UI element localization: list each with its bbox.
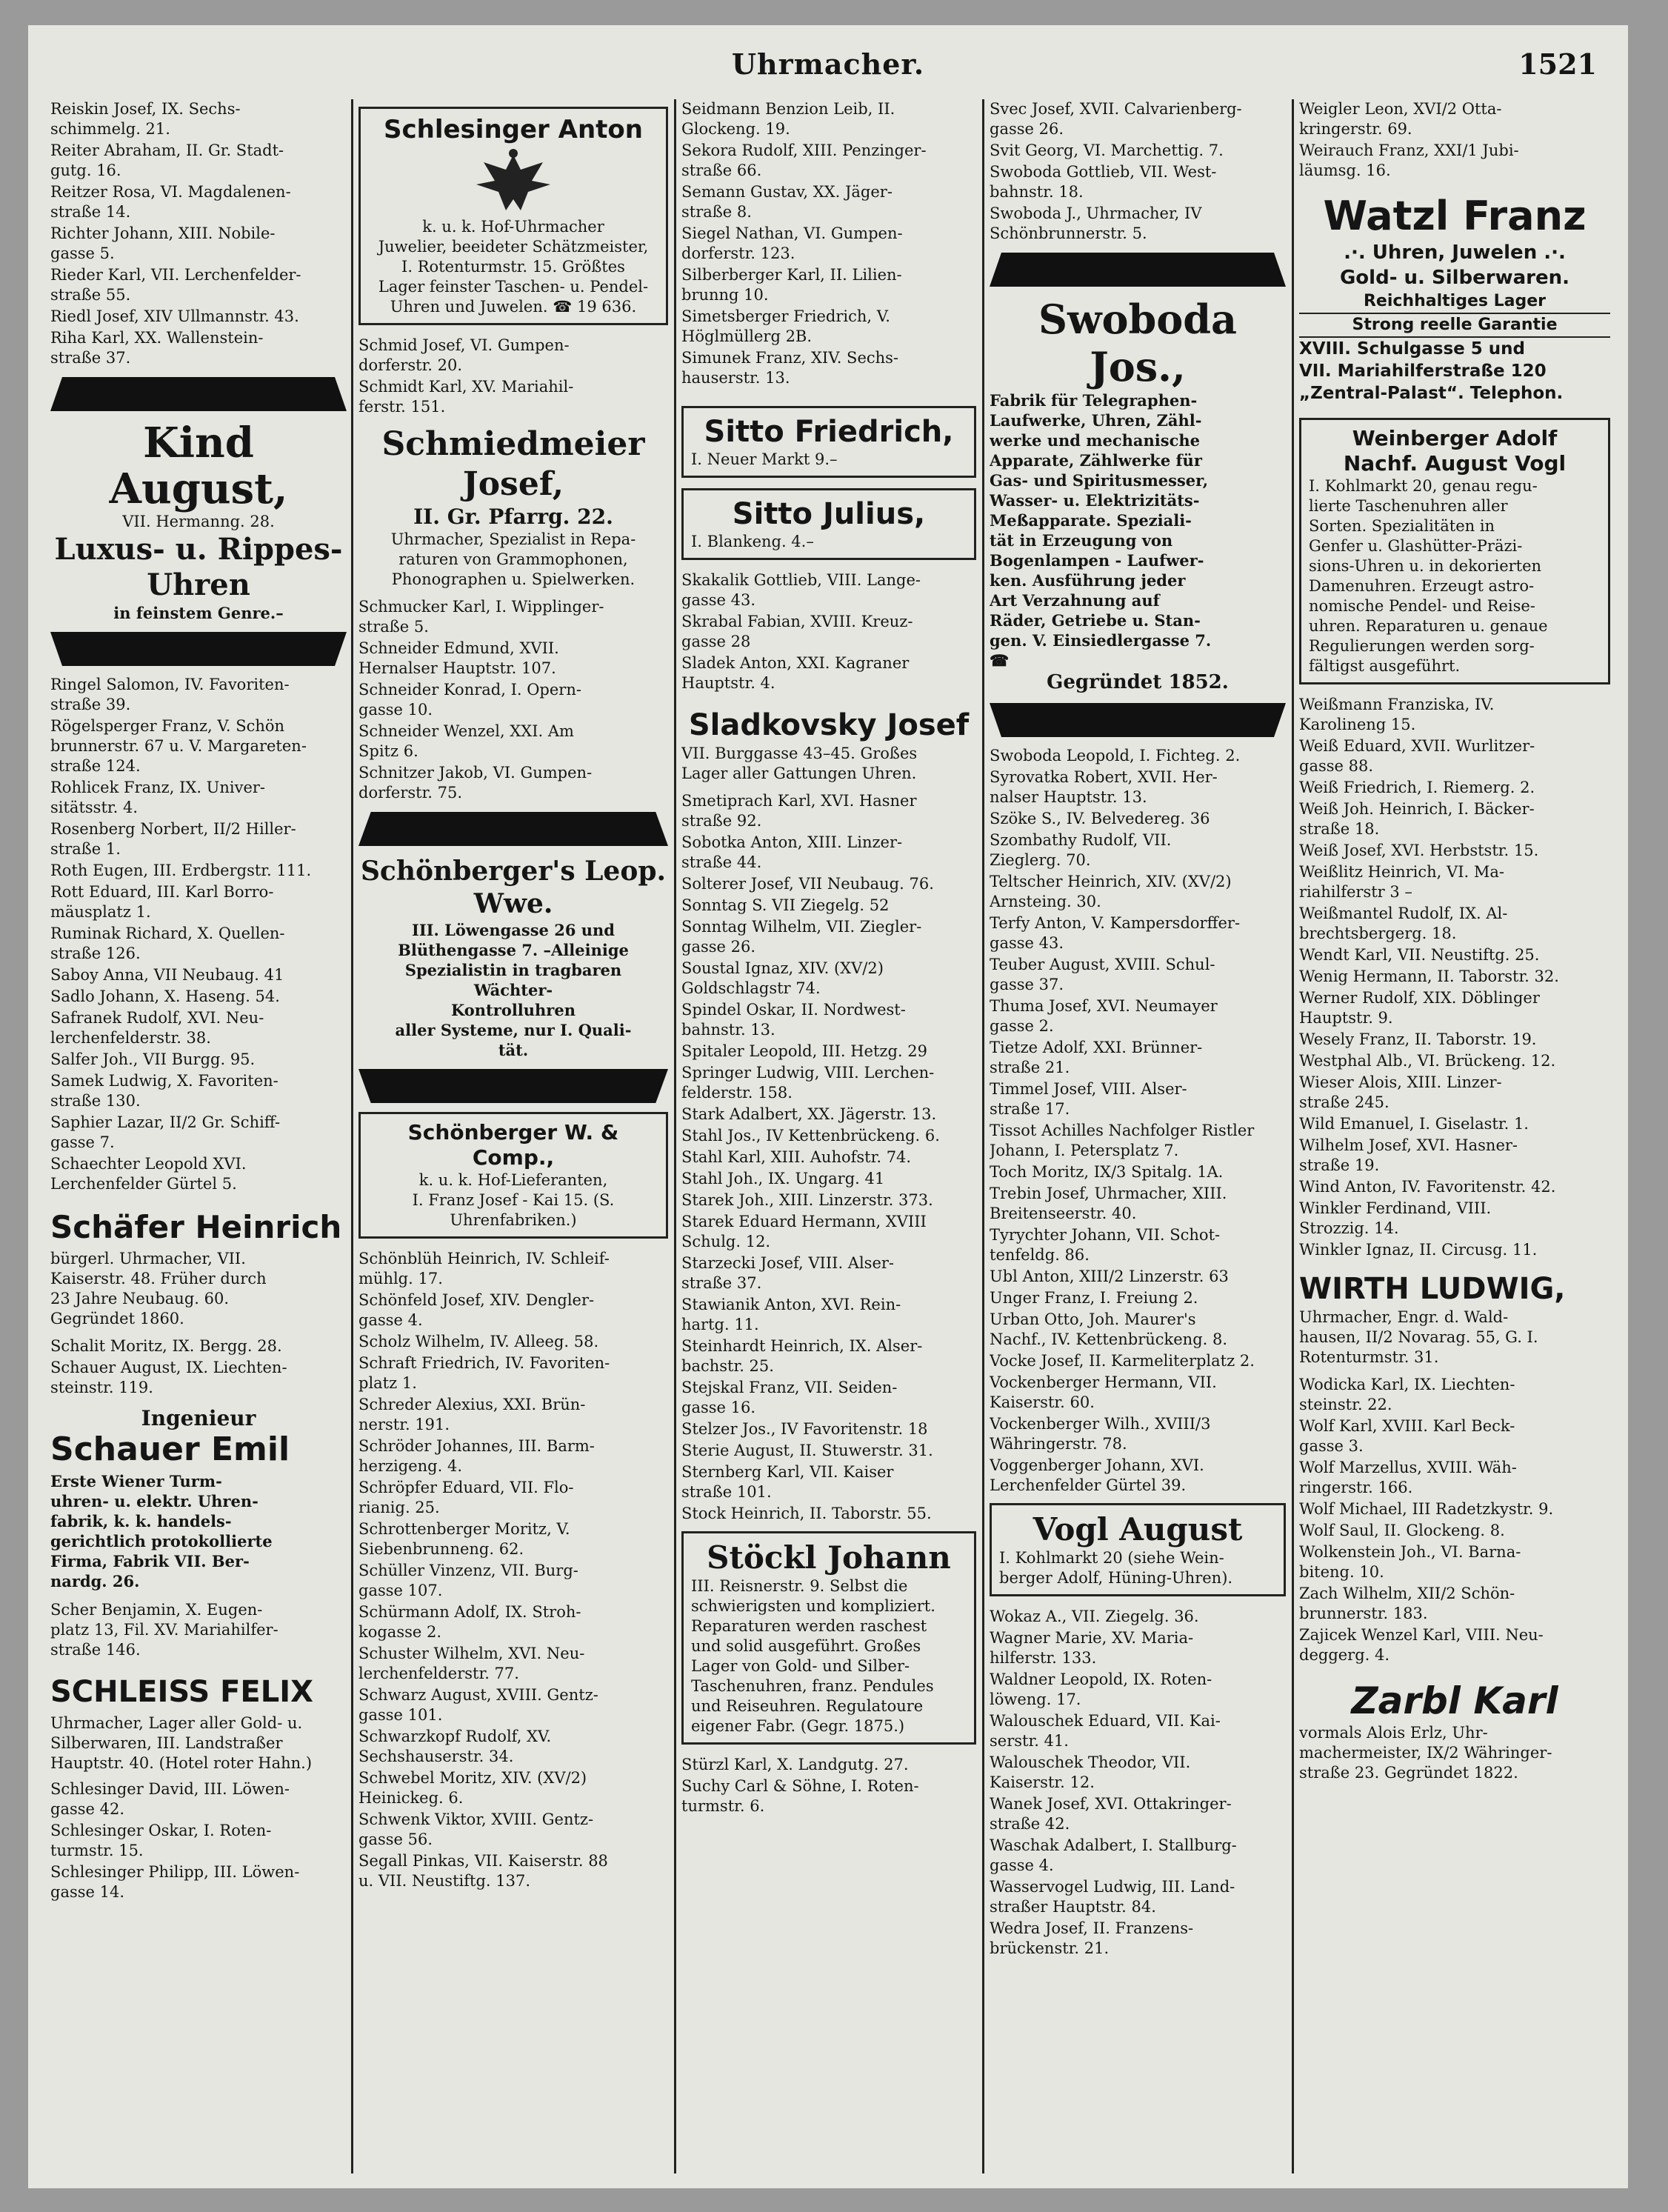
ad-schlesinger-text: k. u. k. Hof-Uhrmacher Juwelier, beeideter Schätzmeister, I. Rotenturmstr. 15. Größtes Lager feinster Taschen- u. Pendel- Uhren und Juwelen. ☎ 19 636.	[378, 218, 649, 316]
directory-entry: Syrovatka Robert, XVII. Her- nalser Hauptstr. 13.	[990, 768, 1218, 806]
directory-entry: Spitaler Leopold, III. Hetzg. 29	[681, 1042, 927, 1060]
ad-zarbl-name: Zarbl Karl	[1351, 1679, 1558, 1722]
directory-entry: Svit Georg, VI. Marchettig. 7.	[990, 141, 1224, 159]
directory-entry: Riha Karl, XX. Wallenstein- straße 37.	[50, 329, 264, 367]
ad-sladkovsky-name: Sladkovsky Josef	[688, 708, 970, 742]
directory-entry: Rögelsperger Franz, V. Schön brunnerstr. 67 u. V. Margareten- straße 124.	[50, 717, 307, 775]
ad-kind-line1: Luxus- u. Rippes-	[54, 532, 343, 567]
directory-entry: Schwarz August, XVIII. Gentz- gasse 101.	[358, 1686, 598, 1724]
directory-entry: Starzecki Josef, VIII. Alser- straße 37.	[681, 1254, 895, 1292]
decorative-bar	[358, 1069, 668, 1103]
column-rule	[982, 99, 984, 2173]
directory-entry: Wilhelm Josef, XVI. Hasner- straße 19.	[1299, 1136, 1518, 1174]
ad-weinberger	[1299, 418, 1610, 684]
ad-zarbl-text: vormals Alois Erlz, Uhr- machermeister, IX/2 Währinger- straße 23. Gegründet 1822.	[1299, 1724, 1552, 1782]
ad-sitto-friedrich	[681, 406, 976, 478]
directory-entry: Schaechter Leopold XVI. Lerchenfelder Gürtel 5.	[50, 1155, 247, 1193]
directory-entry: Schneider Edmund, XVII. Hernalser Hauptstr. 107.	[358, 639, 559, 677]
directory-entry: Toch Moritz, IX/3 Spitalg. 1A.	[990, 1163, 1224, 1181]
directory-entry: Spindel Oskar, II. Nordwest- bahnstr. 13.	[681, 1001, 906, 1039]
directory-entry: Rosenberg Norbert, II/2 Hiller- straße 1.	[50, 820, 296, 858]
ad-vogl	[990, 1503, 1286, 1596]
directory-entry: Wagner Marie, XV. Maria- hilferstr. 133.	[990, 1629, 1194, 1667]
directory-entry: Weiß Josef, XVI. Herbststr. 15.	[1299, 842, 1539, 859]
directory-entry: Reitzer Rosa, VI. Magdalenen- straße 14.	[50, 183, 291, 221]
directory-entry: Weigler Leon, XVI/2 Otta- kringerstr. 69.	[1299, 100, 1502, 138]
entry-list	[990, 1607, 1286, 1959]
directory-entry: Winkler Ignaz, II. Circusg. 11.	[1299, 1241, 1538, 1259]
column-rule	[674, 99, 676, 2173]
directory-entry: Wasservogel Ludwig, III. Land- straßer Hauptstr. 84.	[990, 1878, 1235, 1916]
directory-entry: Wokaz A., VII. Ziegelg. 36.	[990, 1608, 1199, 1625]
ad-schlesinger	[358, 107, 668, 325]
directory-entry: Segall Pinkas, VII. Kaiserstr. 88 u. VII. Neustiftg. 137.	[358, 1852, 608, 1890]
ad-swoboda-text: Fabrik für Telegraphen- Laufwerke, Uhren, Zähl- werke und mechanische Apparate, Zählwerke für Gas- und Spiritusmesser, Wasser- u. Elektrizitäts- Meßapparate. Speziali- tät in Erzeugung von Bogenlampen - Laufwer- ken. Ausführung jeder Art Verzahnung auf Räder, Getriebe u. Stan- gen. V. Einsiedlergasse 7. ☎	[990, 391, 1212, 670]
ad-schauer-pre: Ingenieur	[141, 1406, 256, 1430]
column-3	[681, 99, 976, 2173]
directory-entry: Sonntag S. VII Ziegelg. 52	[681, 896, 890, 914]
directory-entry: Weirauch Franz, XXI/1 Jubi- läumsg. 16.	[1299, 141, 1519, 179]
directory-entry: Sonntag Wilhelm, VII. Ziegler- gasse 26.	[681, 918, 922, 956]
ad-schaefer-name: Schäfer Heinrich	[50, 1209, 342, 1245]
directory-entry: Stark Adalbert, XX. Jägerstr. 13.	[681, 1105, 937, 1123]
ad-swoboda-founded: Gegründet 1852.	[1047, 671, 1229, 693]
column-4	[990, 99, 1286, 2173]
ad-schoenberger-w-name: Schönberger W. & Comp.,	[407, 1120, 619, 1170]
directory-entry: Schlesinger Oskar, I. Roten- turmstr. 15.	[50, 1822, 272, 1859]
ad-schlesinger-name: Schlesinger Anton	[384, 115, 643, 144]
directory-entry: Teltscher Heinrich, XIV. (XV/2) Arnsteing. 30.	[990, 873, 1232, 910]
ad-watzl-name: Watzl Franz	[1323, 193, 1587, 239]
directory-entry: Wodicka Karl, IX. Liechten- steinstr. 22.	[1299, 1376, 1515, 1413]
directory-entry: Springer Ludwig, VIII. Lerchen- felderstr. 158.	[681, 1064, 935, 1102]
directory-entry: Tietze Adolf, XXI. Brünner- straße 21.	[990, 1039, 1203, 1076]
directory-entry: Schwebel Moritz, XIV. (XV/2) Heinickeg. 6.	[358, 1769, 587, 1807]
directory-entry: Ruminak Richard, X. Quellen- straße 126.	[50, 925, 285, 962]
directory-entry: Wind Anton, IV. Favoritenstr. 42.	[1299, 1178, 1556, 1196]
directory-entry: Roth Eugen, III. Erdbergstr. 111.	[50, 862, 312, 879]
column-5	[1299, 99, 1610, 2173]
directory-entry: Sternberg Karl, VII. Kaiser straße 101.	[681, 1463, 894, 1501]
double-eagle-icon	[469, 147, 558, 214]
directory-entry: Sterie August, II. Stuwerstr. 31.	[681, 1442, 933, 1459]
directory-entry: Werner Rudolf, XIX. Döblinger Hauptstr. 9.	[1299, 989, 1540, 1027]
directory-entry: Schrottenberger Moritz, V. Siebenbrunneng. 62.	[358, 1520, 570, 1558]
directory-entry: Wesely Franz, II. Taborstr. 19.	[1299, 1030, 1537, 1048]
column-1	[50, 99, 347, 2173]
directory-entry: Schuster Wilhelm, XVI. Neu- lerchenfelderstr. 77.	[358, 1645, 585, 1682]
ad-schmiedmeier-text: Uhrmacher, Spezialist in Repa- raturen von Grammophonen, Phonographen u. Spielwerken.	[390, 530, 636, 588]
directory-entry: Soustal Ignaz, XIV. (XV/2) Goldschlagstr 74.	[681, 959, 884, 997]
directory-entry: Westphal Alb., VI. Brückeng. 12.	[1299, 1052, 1556, 1070]
directory-entry: Stahl Joh., IX. Ungarg. 41	[681, 1170, 885, 1187]
ad-schoenberger-leop-text: III. Löwengasse 26 und Blüthengasse 7. –Alleinige Spezialistin in tragbaren Wächter- Kontrolluhren aller Systeme, nur I. Quali- tät.	[395, 921, 632, 1059]
decorative-bar	[990, 703, 1286, 737]
directory-entry: Schneider Konrad, I. Opern- gasse 10.	[358, 681, 581, 719]
directory-entry: Vockenberger Hermann, VII. Kaiserstr. 60.	[990, 1373, 1217, 1411]
entry-list	[358, 597, 668, 803]
directory-entry: Timmel Josef, VIII. Alser- straße 17.	[990, 1080, 1187, 1118]
directory-entry: Voggenberger Johann, XVI. Lerchenfelder Gürtel 39.	[990, 1456, 1204, 1494]
ad-kind-line3: in feinstem Genre.–	[113, 604, 284, 622]
directory-entry: Schmid Josef, VI. Gumpen- dorferstr. 20.	[358, 336, 570, 374]
directory-entry: Szombathy Rudolf, VII. Zieglerg. 70.	[990, 831, 1172, 869]
entry-list	[681, 791, 976, 1524]
ad-schoenberger-leop-name: Schönberger's Leop. Wwe.	[360, 856, 667, 919]
ad-schauer-text: Erste Wiener Turm- uhren- u. elektr. Uhren- fabrik, k. k. handels- gerichtlich protokollierte Firma, Fabrik VII. Ber- nardg. 26.	[50, 1472, 273, 1590]
directory-entry: Rohlicek Franz, IX. Univer- sitätsstr. 4.	[50, 779, 266, 816]
directory-entry: Zajicek Wenzel Karl, VIII. Neu- deggerg. 4.	[1299, 1626, 1544, 1664]
directory-entry: Waschak Adalbert, I. Stallburg- gasse 4.	[990, 1836, 1237, 1874]
directory-entry: Swoboda J., Uhrmacher, IV Schönbrunnerstr. 5.	[990, 204, 1202, 242]
directory-entry: Weiß Friedrich, I. Riemerg. 2.	[1299, 779, 1535, 796]
decorative-bar	[50, 632, 347, 666]
ad-kind-name: Kind August,	[109, 419, 288, 513]
directory-entry: Rieder Karl, VII. Lerchenfelder- straße 55.	[50, 266, 301, 304]
directory-entry: Tissot Achilles Nachfolger Ristler Johann, I. Petersplatz 7.	[990, 1122, 1255, 1159]
page-title: Uhrmacher.	[731, 47, 925, 81]
directory-entry: Svec Josef, XVII. Calvarienberg- gasse 26.	[990, 100, 1242, 138]
directory-entry: Terfy Anton, V. Kampersdorffer- gasse 43.	[990, 914, 1241, 952]
directory-entry: Winkler Ferdinand, VIII. Strozzig. 14.	[1299, 1199, 1492, 1237]
directory-entry: Schröpfer Eduard, VII. Flo- rianig. 25.	[358, 1479, 574, 1516]
directory-entry: Seidmann Benzion Leib, II. Glockeng. 19.	[681, 100, 895, 138]
ad-schauer-name: Schauer Emil	[50, 1430, 290, 1468]
directory-entry: Salfer Joh., VII Burgg. 95.	[50, 1050, 256, 1068]
directory-entry: Smetiprach Karl, XVI. Hasner straße 92.	[681, 792, 917, 830]
ad-weinberger-name: Weinberger Adolf Nachf. August Vogl	[1343, 426, 1567, 476]
directory-entry: Wolf Marzellus, XVIII. Wäh- ringerstr. 166.	[1299, 1459, 1517, 1496]
directory-entry: Wolf Karl, XVIII. Karl Beck- gasse 3.	[1299, 1417, 1515, 1455]
ad-sitto-julius-name: Sitto Julius,	[732, 497, 926, 531]
directory-entry: Swoboda Gottlieb, VII. West- bahnstr. 18.	[990, 163, 1217, 201]
directory-entry: Ringel Salomon, IV. Favoriten- straße 39.	[50, 676, 290, 713]
directory-entry: Swoboda Leopold, I. Fichteg. 2.	[990, 747, 1241, 764]
directory-entry: Vocke Josef, II. Karmeliterplatz 2.	[990, 1352, 1255, 1370]
directory-entry: Schwenk Viktor, XVIII. Gentz- gasse 56.	[358, 1810, 594, 1848]
directory-entry: Schönfeld Josef, XIV. Dengler- gasse 4.	[358, 1291, 595, 1329]
directory-entry: Weiß Joh. Heinrich, I. Bäcker- straße 18.	[1299, 800, 1535, 838]
directory-entry: Stock Heinrich, II. Taborstr. 55.	[681, 1505, 932, 1522]
directory-entry: Rott Eduard, III. Karl Borro- mäusplatz 1.	[50, 883, 274, 921]
directory-entry: Stejskal Franz, VII. Seiden- gasse 16.	[681, 1379, 898, 1416]
ad-wirth-text: Uhrmacher, Engr. d. Wald- hausen, II/2 Novarag. 55, G. I. Rotenturmstr. 31.	[1299, 1308, 1538, 1366]
directory-entry: Tyrychter Johann, VII. Schot- tenfeldg. 86.	[990, 1226, 1221, 1264]
directory-entry: Steinhardt Heinrich, IX. Alser- bachstr. 25.	[681, 1337, 923, 1375]
entry-list	[681, 570, 976, 693]
directory-entry: Unger Franz, I. Freiung 2.	[990, 1289, 1198, 1307]
directory-entry: Stawianik Anton, XVI. Rein- hartg. 11.	[681, 1296, 901, 1333]
entry-list	[50, 1336, 347, 1398]
directory-entry: Reiskin Josef, IX. Sechs- schimmelg. 21.	[50, 100, 241, 138]
directory-entry: Siegel Nathan, VI. Gumpen- dorferstr. 123.	[681, 224, 903, 262]
directory-entry: Schalit Moritz, IX. Bergg. 28.	[50, 1337, 282, 1355]
ad-watzl-text: XVIII. Schulgasse 5 und VII. Mariahilferstraße 120 „Zentral-Palast“. Telephon.	[1299, 339, 1564, 403]
directory-entry: Sladek Anton, XXI. Kagraner Hauptstr. 4.	[681, 654, 910, 692]
directory-entry: Wolf Michael, III Radetzkystr. 9.	[1299, 1500, 1554, 1518]
entry-list	[50, 1779, 347, 1902]
entry-list	[1299, 99, 1610, 181]
decorative-bar	[50, 377, 347, 411]
ad-watzl-line3: Reichhaltiges Lager	[1299, 290, 1610, 314]
directory-page	[28, 25, 1628, 2188]
directory-entry: Wolf Saul, II. Glockeng. 8.	[1299, 1522, 1505, 1539]
entry-list	[1299, 1375, 1610, 1665]
directory-entry: Schreder Alexius, XXI. Brün- nerstr. 191.	[358, 1396, 586, 1433]
directory-entry: Weiß Eduard, XVII. Wurlitzer- gasse 88.	[1299, 737, 1535, 775]
ad-schaefer-text: bürgerl. Uhrmacher, VII. Kaiserstr. 48. Früher durch 23 Jahre Neubaug. 60. Gegründet 1860.	[50, 1250, 267, 1327]
entry-list	[358, 336, 668, 417]
directory-entry: Stahl Karl, XIII. Auhofstr. 74.	[681, 1148, 912, 1166]
ad-stoeckl-name: Stöckl Johann	[707, 1539, 951, 1576]
directory-entry: Schauer August, IX. Liechten- steinstr. 119.	[50, 1359, 287, 1396]
ad-wirth-name: WIRTH LUDWIG,	[1299, 1272, 1566, 1306]
directory-entry: Walouschek Theodor, VII. Kaiserstr. 12.	[990, 1753, 1191, 1791]
directory-entry: Scher Benjamin, X. Eugen- platz 13, Fil. XV. Mariahilfer- straße 146.	[50, 1601, 278, 1659]
column-rule	[1292, 99, 1294, 2173]
entry-list	[50, 1600, 347, 1660]
ad-watzl-line1: .·. Uhren, Juwelen .·.	[1344, 241, 1566, 264]
page-header	[28, 47, 1628, 99]
directory-entry: Schnitzer Jakob, VI. Gumpen- dorferstr. 75.	[358, 764, 593, 802]
directory-entry: Thuma Josef, XVI. Neumayer gasse 2.	[990, 997, 1218, 1035]
directory-entry: Schüller Vinzenz, VII. Burg- gasse 107.	[358, 1562, 578, 1599]
ad-schmiedmeier-address: II. Gr. Pfarrg. 22.	[413, 504, 613, 529]
ad-schmiedmeier-name: Schmiedmeier Josef,	[381, 425, 645, 503]
ad-sitto-julius-text: I. Blankeng. 4.–	[691, 533, 814, 550]
decorative-bar	[358, 812, 668, 846]
ad-swoboda-name: Swoboda Jos.,	[1038, 296, 1238, 390]
directory-entry: Schröder Johannes, III. Barm- herzigeng. 4.	[358, 1437, 595, 1475]
directory-entry: Simunek Franz, XIV. Sechs- hauserstr. 13.	[681, 349, 899, 387]
directory-entry: Schmidt Karl, XV. Mariahil- ferstr. 151.	[358, 378, 574, 416]
directory-entry: Stelzer Jos., IV Favoritenstr. 18	[681, 1420, 928, 1438]
directory-entry: Semann Gustav, XX. Jäger- straße 8.	[681, 183, 893, 221]
directory-entry: Schürmann Adolf, IX. Stroh- kogasse 2.	[358, 1603, 581, 1641]
directory-entry: Starek Eduard Hermann, XVIII Schulg. 12.	[681, 1213, 927, 1250]
ad-weinberger-text: I. Kohlmarkt 20, genau regu- lierte Taschenuhren aller Sorten. Spezialitäten in Genfer u. Glashütter-Präzi- sions-Uhren u. in dekorierten Damenuhren. Erzeugt astro- nomische Pendel- und Reise- uhren. Reparaturen u. genaue Regulierungen werden sorg- fältigst ausgeführt.	[1309, 477, 1548, 675]
ad-stoeckl-text: III. Reisnerstr. 9. Selbst die schwierigsten und kompliziert. Reparaturen werden raschest und solid ausgeführt. Großes Lager von Gold- und Silber- Taschenuhren, franz. Pendules und Reiseuhren. Regulatoure eigener Fabr. (Gegr. 1875.)	[691, 1577, 935, 1735]
directory-entry: Trebin Josef, Uhrmacher, XIII. Breitenseerstr. 40.	[990, 1185, 1227, 1222]
ad-sitto-friedrich-text: I. Neuer Markt 9.–	[691, 450, 838, 468]
directory-entry: Simetsberger Friedrich, V. Höglmüllerg 2B.	[681, 307, 890, 345]
directory-entry: Schlesinger David, III. Löwen- gasse 42.	[50, 1780, 290, 1818]
directory-entry: Schmucker Karl, I. Wipplinger- straße 5.	[358, 598, 604, 636]
directory-entry: Schönblüh Heinrich, IV. Schleif- mühlg. 17.	[358, 1250, 610, 1287]
directory-entry: Weißmantel Rudolf, IX. Al- brechtsbergerg. 18.	[1299, 905, 1508, 942]
directory-entry: Stahl Jos., IV Kettenbrückeng. 6.	[681, 1127, 940, 1145]
directory-entry: Wenig Hermann, II. Taborstr. 32.	[1299, 967, 1559, 985]
directory-entry: Richter Johann, XIII. Nobile- gasse 5.	[50, 224, 276, 262]
directory-entry: Wedra Josef, II. Franzens- brückenstr. 21.	[990, 1919, 1194, 1957]
directory-entry: Saboy Anna, VII Neubaug. 41	[50, 966, 284, 984]
directory-entry: Schraft Friedrich, IV. Favoriten- platz 1.	[358, 1354, 610, 1392]
directory-entry: Skrabal Fabian, XVIII. Kreuz- gasse 28	[681, 613, 913, 650]
directory-entry: Wieser Alois, XIII. Linzer- straße 245.	[1299, 1073, 1502, 1111]
directory-entry: Waldner Leopold, IX. Roten- löweng. 17.	[990, 1670, 1212, 1708]
directory-entry: Wanek Josef, XVI. Ottakringer- straße 42.	[990, 1795, 1232, 1833]
ad-schleiss-text: Uhrmacher, Lager aller Gold- u. Silberwaren, III. Landstraßer Hauptstr. 40. (Hotel roter Hahn.)	[50, 1714, 313, 1772]
entry-list	[990, 746, 1286, 1496]
directory-entry: Urban Otto, Joh. Maurer's Nachf., IV. Kettenbrückeng. 8.	[990, 1310, 1228, 1348]
directory-entry: Saphier Lazar, II/2 Gr. Schiff- gasse 7.	[50, 1113, 281, 1151]
column-2	[358, 99, 668, 2173]
directory-entry: Teuber August, XVIII. Schul- gasse 37.	[990, 956, 1215, 993]
decorative-bar	[990, 253, 1286, 287]
directory-entry: Starek Joh., XIII. Linzerstr. 373.	[681, 1191, 933, 1209]
directory-entry: Schneider Wenzel, XXI. Am Spitz 6.	[358, 722, 574, 760]
entry-list	[681, 1755, 976, 1816]
ad-sitto-friedrich-name: Sitto Friedrich,	[704, 415, 954, 449]
ad-sladkovsky-text: VII. Burggasse 43–45. Großes Lager aller Gattungen Uhren.	[681, 744, 918, 782]
directory-entry: Schlesinger Philipp, III. Löwen- gasse 14.	[50, 1863, 300, 1901]
directory-entry: Vockenberger Wilh., XVIII/3 Währingerstr. 78.	[990, 1415, 1211, 1453]
directory-entry: Sobotka Anton, XIII. Linzer- straße 44.	[681, 833, 903, 871]
directory-entry: Skakalik Gottlieb, VIII. Lange- gasse 43.	[681, 571, 921, 609]
column-rule	[351, 99, 353, 2173]
directory-entry: Wild Emanuel, I. Giselastr. 1.	[1299, 1115, 1529, 1133]
entry-list	[358, 1249, 668, 1891]
ad-watzl-line4: Strong reelle Garantie	[1299, 314, 1610, 338]
ad-stoeckl	[681, 1531, 976, 1745]
directory-entry: Ubl Anton, XIII/2 Linzerstr. 63	[990, 1267, 1229, 1285]
entry-list	[1299, 695, 1610, 1260]
directory-entry: Walouschek Eduard, VII. Kai- serstr. 41.	[990, 1712, 1221, 1750]
directory-entry: Sekora Rudolf, XIII. Penzinger- straße 66.	[681, 141, 927, 179]
directory-entry: Samek Ludwig, X. Favoriten- straße 130.	[50, 1072, 278, 1110]
directory-entry: Scholz Wilhelm, IV. Alleeg. 58.	[358, 1333, 599, 1350]
directory-entry: Sadlo Johann, X. Haseng. 54.	[50, 987, 280, 1005]
ad-watzl-line2: Gold- u. Silberwaren.	[1339, 267, 1570, 289]
directory-entry: Szöke S., IV. Belvedereg. 36	[990, 810, 1210, 827]
entry-list	[681, 99, 976, 388]
ad-vogl-name: Vogl August	[1033, 1511, 1243, 1548]
ad-kind-line2: Uhren	[147, 567, 250, 602]
entry-list	[50, 675, 347, 1194]
ad-vogl-text: I. Kohlmarkt 20 (siehe Wein- berger Adolf, Hüning-Uhren).	[999, 1549, 1233, 1587]
page-number: 1521	[1518, 47, 1597, 81]
ad-schoenberger-w-text: k. u. k. Hof-Lieferanten, I. Franz Josef - Kai 15. (S. Uhrenfabriken.)	[412, 1171, 615, 1229]
directory-entry: Stürzl Karl, X. Landgutg. 27.	[681, 1756, 909, 1773]
directory-entry: Reiter Abraham, II. Gr. Stadt- gutg. 16.	[50, 141, 284, 179]
directory-entry: Schwarzkopf Rudolf, XV. Sechshauserstr. 34.	[358, 1728, 552, 1765]
directory-entry: Silberberger Karl, II. Lilien- brunng 10.	[681, 266, 902, 304]
directory-entry: Safranek Rudolf, XVI. Neu- lerchenfelderstr. 38.	[50, 1009, 264, 1047]
ad-schleiss-name: SCHLEISS FELIX	[50, 1675, 313, 1709]
ad-schoenberger-w	[358, 1112, 668, 1239]
ad-sitto-julius	[681, 488, 976, 560]
directory-entry: Suchy Carl & Söhne, I. Roten- turmstr. 6.	[681, 1777, 919, 1815]
directory-entry: Wolkenstein Joh., VI. Barna- biteng. 10.	[1299, 1543, 1521, 1581]
directory-entry: Wendt Karl, VII. Neustiftg. 25.	[1299, 946, 1540, 964]
entry-list	[50, 99, 347, 368]
directory-entry: Zach Wilhelm, XII/2 Schön- brunnerstr. 183.	[1299, 1585, 1515, 1622]
directory-entry: Weißlitz Heinrich, VI. Ma- riahilferstr 3 –	[1299, 863, 1504, 901]
entry-list	[990, 99, 1286, 244]
directory-entry: Weißmann Franziska, IV. Karolineng 15.	[1299, 696, 1495, 733]
directory-entry: Riedl Josef, XIV Ullmannstr. 43.	[50, 307, 299, 325]
ad-kind-address: VII. Hermanng. 28.	[122, 513, 275, 530]
directory-entry: Solterer Josef, VII Neubaug. 76.	[681, 875, 934, 893]
